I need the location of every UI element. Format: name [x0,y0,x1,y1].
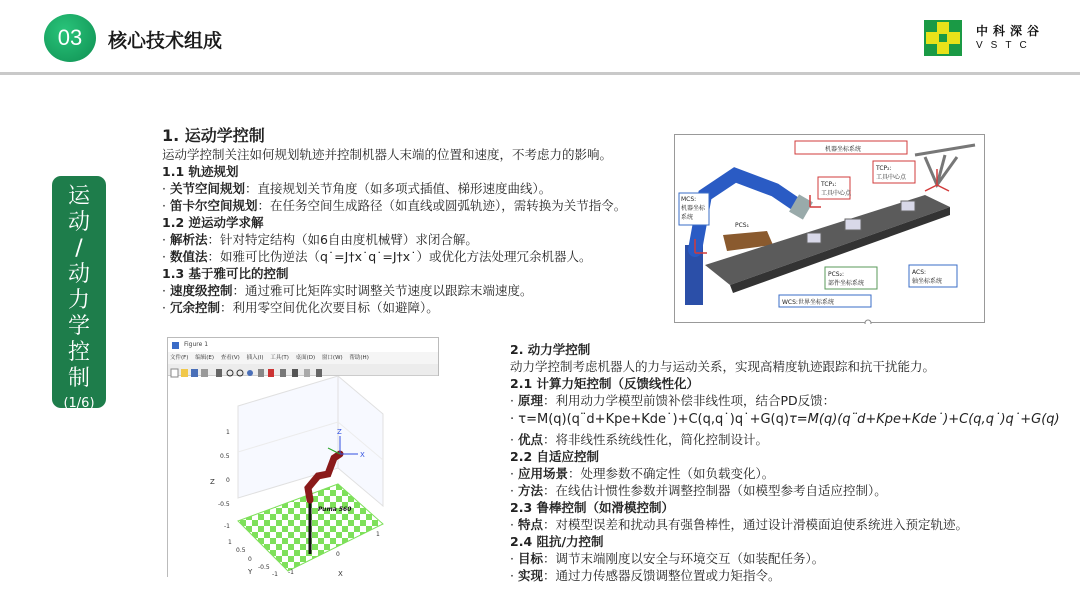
subsection-heading: 2.3 鲁棒控制（如滑模控制） [510,500,674,515]
bullet-keyword: 冗余控制 [169,300,220,315]
bullet-text: ：利用零空间优化次要目标（如避障）。 [219,300,439,315]
bullet-keyword: 方法 [517,483,543,498]
side-char: 学 [67,314,90,339]
y-tick: 0 [248,556,252,563]
side-char: 动 [67,210,90,235]
bullet-text: ：将非线性系统线性化，简化控制设计。 [542,432,768,447]
label-tcp2-line2: 工具中心点 [876,174,907,181]
menu-file[interactable]: 文件(F) [170,355,189,361]
z-tick: -0.5 [218,501,230,508]
label-pcs2-line2: 部件坐标系统 [828,280,865,287]
menu-window[interactable]: 窗口(W) [321,355,343,361]
label-tcp1-line2: 工具中心点 [821,190,852,197]
side-char: / [75,236,83,261]
label-tcp1: TCP₁: [821,181,837,188]
bullet-text: ：直接规划关节角度（如多项式插值、梯形速度曲线）。 [244,181,552,196]
bullet-text: ：通过雅可比矩阵实时调整关节速度以跟踪末端速度。 [232,283,533,298]
frame-axis-z-label: Z [337,428,342,436]
label-pcs1: PCS₁ [735,222,750,229]
bullet-item: · 实现：通过力传感器反馈调整位置或力矩指令。 [510,568,781,583]
robot-coordinate-figure [674,134,985,323]
bullet-text: ：如雅可比伪逆法（q˙=J†x˙q˙​=J†x˙）或优化方法处理冗余机器人。 [207,249,592,264]
formula-plain: τ=M(q)(q¨d+Kpe+Kde˙)+C(q,q˙)q˙+G(q) [518,412,789,427]
bullet-item: · 应用场景：处理参数不确定性（如负载变化）。 [510,466,775,481]
bullet-item: · 目标：调节末端刚度以安全与环境交互（如装配任务）。 [510,551,825,566]
bullet-text: ：对模型误差和扰动具有强鲁棒性，通过设计滑模面迫使系统进入预定轨迹。 [542,517,968,532]
x-axis-label: X [338,570,343,577]
y-tick: -0.5 [258,564,270,571]
label-tcp2: TCP₂: [876,165,892,172]
bullet-keyword: 优点 [517,432,543,447]
bullet-keyword: 笛卡尔空间规划 [169,198,258,213]
bullet-item: · 速度级控制：通过雅可比矩阵实时调整关节速度以跟踪末端速度。 [162,283,533,298]
label-mcs: MCS: [681,196,697,203]
subsection-heading: 2.2 自适应控制 [510,449,599,464]
z-tick: 1 [226,429,230,436]
bullet-keyword: 解析法 [169,232,208,247]
bullet-keyword: 目标 [517,551,543,566]
figure-titlebar [168,338,438,352]
bullet-text: ：通过力传感器反馈调整位置或力矩指令。 [542,568,781,583]
side-page-indicator: (1/6) [63,396,95,411]
menu-desktop[interactable]: 桌面(D) [295,355,316,361]
bullet-keyword: 关节空间规划 [169,181,245,196]
formula-italic: τ=M(q)(q¨d+Kpe+Kde˙)+C(q,q˙)q˙+G(q) [788,412,1060,427]
menu-tools[interactable]: 工具(T) [270,355,289,361]
y-tick: 0.5 [236,547,246,554]
frame-axis-x-label: X [360,451,365,459]
kinematics-section [162,126,682,316]
bullet-keyword: 数值法 [169,249,208,264]
label-wcs: WCS:世界坐标系统 [782,299,834,306]
page-title: 核心技术组成 [108,30,223,52]
bullet-text: ：利用动力学模型前馈补偿非线性项，结合PD反馈： [542,393,836,408]
bullet-text: ：在任务空间生成路径（如直线或圆弧轨迹），需转换为关节指令。 [257,198,627,213]
subsection-heading: 1.1 轨迹规划 [162,164,239,179]
robot-illustration [675,135,986,324]
section-number-badge: 03 [44,14,96,62]
z-tick: 0 [226,477,230,484]
bullet-text: ：针对特定结构（如6自由度机械臂）求闭合解。 [207,232,478,247]
bullet-item: · 优点：将非线性系统线性化，简化控制设计。 [510,432,768,447]
menu-insert[interactable]: 插入(I) [246,355,264,361]
figure-toolbar [168,364,438,376]
subsection-heading: 1.2 逆运动学求解 [162,215,264,230]
bullet-item: · 笛卡尔空间规划：在任务空间生成路径（如直线或圆弧轨迹），需转换为关节指令。 [162,198,627,213]
subsection-heading: 1.3 基于雅可比的控制 [162,266,289,281]
side-char: 运 [67,184,90,209]
x-tick: 1 [376,531,380,538]
bullet-item: · 原理：利用动力学模型前馈补偿非线性项，结合PD反馈： [510,393,836,408]
x-tick: -1 [288,569,294,576]
bullet-text: ：调节末端刚度以安全与环境交互（如装配任务）。 [542,551,825,566]
z-axis-label: Z [210,478,215,486]
z-tick: -1 [224,523,230,530]
formula-line: · τ=M(q)(q¨d+Kpe+Kde˙)+C(q,q˙)q˙+G(q)τ=M(q)(q¨d+Kpe+Kde˙)+C(q,q˙)q˙+G(q) [510,412,1060,427]
matlab-figure-window [167,337,439,577]
label-mcs-line3: 系统 [681,214,694,221]
menu-edit[interactable]: 编辑(E) [195,355,214,361]
label-machine-coords: 机器坐标系统 [825,146,862,153]
bullet-text: ：处理参数不确定性（如负载变化）。 [567,466,775,481]
section-heading: 2. 动力学控制 [510,342,591,357]
bullet-keyword: 速度级控制 [169,283,233,298]
bullet-keyword: 原理 [517,393,543,408]
section-heading: 1. 运动学控制 [162,126,265,145]
bullet-keyword: 实现 [517,568,543,583]
bullet-item: · 冗余控制：利用零空间优化次要目标（如避障）。 [162,300,439,315]
toolbar-icons[interactable] [168,367,368,379]
bullet-item: · 解析法：针对特定结构（如6自由度机械臂）求闭合解。 [162,232,478,247]
x-tick: 0 [336,551,340,558]
header-divider [0,72,1080,75]
logo-text-en: VSTC [976,40,1035,51]
bullet-item: · 特点：对模型误差和扰动具有强鲁棒性，通过设计滑模面迫使系统进入预定轨迹。 [510,517,968,532]
side-section-label [52,176,106,411]
figure-menubar [168,352,438,364]
figure-window-title: Figure 1 [184,341,209,348]
z-tick: 0.5 [220,453,230,460]
section-intro: 运动学控制关注如何规划轨迹并控制机器人末端的位置和速度，不考虑力的影响。 [162,147,613,162]
y-axis-label: Y [248,568,253,576]
logo-text-cn: 中科深谷 [976,24,1045,38]
bullet-keyword: 特点 [517,517,543,532]
figure-plot-area [168,376,440,577]
side-char: 制 [67,366,90,391]
robot-name-label: Puma 560 [318,506,352,513]
y-tick: -1 [272,571,278,577]
label-pcs2: PCS₂: [828,271,845,278]
menu-view[interactable]: 查看(V) [220,355,240,361]
label-acs-line2: 轴坐标系统 [912,278,943,285]
label-mcs-line2: 机器坐标 [681,205,706,212]
vstc-logo-icon [924,20,962,56]
side-char: 动 [67,262,90,287]
label-acs: ACS: [912,269,927,276]
bullet-item: · 关节空间规划：直接规划关节角度（如多项式插值、梯形速度曲线）。 [162,181,552,196]
y-tick: 1 [228,539,232,546]
menu-help[interactable]: 帮助(H) [349,355,369,361]
bullet-item: · 方法：在线估计惯性参数并调整控制器（如模型参考自适应控制）。 [510,483,887,498]
side-char: 力 [67,288,90,313]
subsection-heading: 2.1 计算力矩控制（反馈线性化） [510,376,699,391]
bullet-item: · 数值法：如雅可比伪逆法（q˙=J†x˙q˙​=J†x˙）或优化方法处理冗余机器人。 [162,249,592,264]
dynamics-section [510,341,1070,584]
bullet-keyword: 应用场景 [517,466,568,481]
side-char: 控 [67,340,90,365]
bullet-text: ：在线估计惯性参数并调整控制器（如模型参考自适应控制）。 [542,483,887,498]
section-intro: 动力学控制考虑机器人的力与运动关系，实现高精度轨迹跟踪和抗干扰能力。 [510,359,936,374]
subsection-heading: 2.4 阻抗/力控制 [510,534,604,549]
figure-app-icon [172,342,179,349]
